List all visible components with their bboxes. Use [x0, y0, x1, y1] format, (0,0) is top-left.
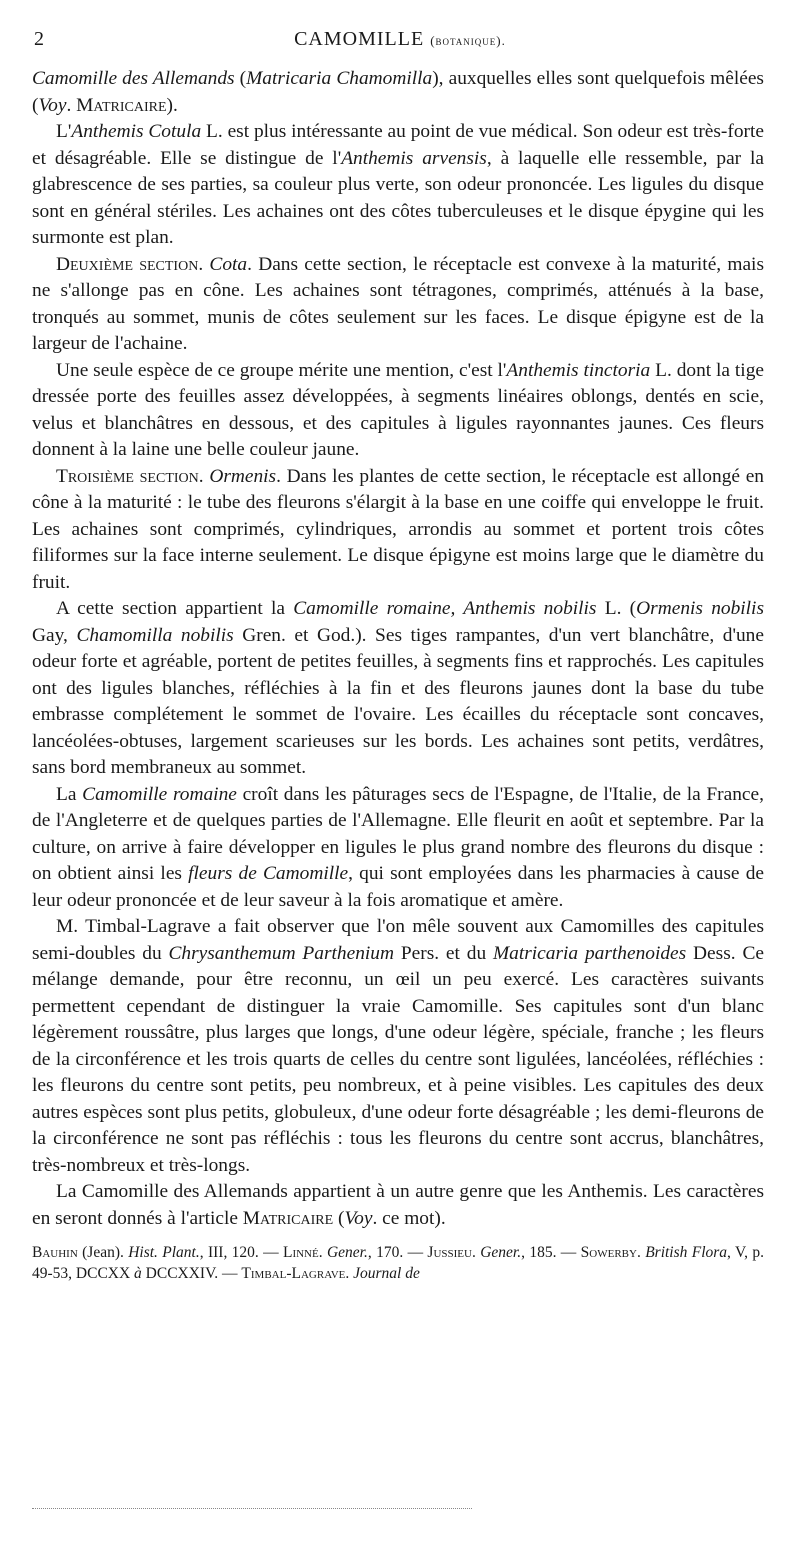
text-run: . Dans les plantes de cette section, le réceptacle est allongé en cône à la maturité : le tube des fleurons s'élargit à la base en une coiffe qui enveloppe le fruit. Les achaines sont comprimés, cylindriques, arrondis au sommet et portent trois côtes filiformes sur la face interne seulement. Le disque épigyne est moins large que le diamètre du fruit.: [32, 465, 764, 593]
paragraph-9: [32, 1179, 764, 1232]
italic-run: Camomille romaine: [82, 783, 237, 805]
text-run: , III, 120. —: [199, 1244, 283, 1261]
italic-run: Gener.: [480, 1244, 522, 1261]
text-run: Pers. et du: [394, 942, 493, 964]
small-caps-run: Linné: [282, 1244, 319, 1261]
italic-run: à: [134, 1265, 142, 1282]
paragraph-3: [32, 252, 764, 358]
italic-run: British Flora: [645, 1244, 728, 1261]
text-run: (: [234, 68, 247, 89]
references: [32, 1242, 764, 1284]
paragraph-5: [32, 464, 764, 597]
text-run: . ce mot).: [372, 1207, 446, 1229]
text-run: La: [56, 783, 83, 805]
text-run: L': [56, 121, 72, 142]
running-title: CAMOMILLE: [294, 28, 425, 50]
text-run: , qui sont employées dans les pharmacies à cause de leur odeur prononcée et de leur saveur à la fois aromatique et amère.: [32, 863, 764, 911]
text-run: .: [318, 1244, 327, 1261]
text-run: .: [198, 253, 210, 275]
text-run: M. Timbal-Lagrave a fait observer que l'on mêle souvent aux Camomilles des capitules semi-doubles du: [32, 916, 764, 964]
text-run: .: [66, 94, 77, 116]
italic-run: Camomille des Allemands: [32, 68, 235, 89]
text-run: Gren. et God.). Ses tiges rampantes, d'un vert blanchâtre, d'une odeur forte et agréable, portent de petites feuilles, à segments fins et rapprochés. Les capitules ont des ligules blanches, réfléchies à la fin et des fleurons jaunes dont la base du tube embrasse complétement le sommet de l'ovaire. Les écailles du réceptacle sont concaves, lancéolées-obtuses, largement scarieuses sur les bords. Les achaines sont petits, verdâtres, sans bord membraneux au sommet.: [32, 624, 764, 778]
text-run: , 170. —: [367, 1244, 428, 1261]
small-caps-run: Matricaire: [242, 1207, 334, 1229]
small-caps-run: Deuxième section: [56, 253, 199, 275]
small-caps-run: Timbal-Lagrave: [241, 1265, 346, 1282]
italic-run: Anthemis tinctoria: [506, 359, 651, 381]
italic-run: Anthemis arvensis: [341, 147, 487, 169]
text-run: Dess. Ce mélange demande, pour être reconnu, un œil un peu exercé. Les caractères suivants permettent cependant de distinguer la vraie Camomille. Ses capitules sont d'un blanc légèrement roussâtre, plus larges que longs, d'une odeur légère, spéciale, franche ; les fleurs de la circonférence et les trois quarts de celles du centre sont ligulées, lancéolées, réfléchies : les fleurons du centre sont petits, peu nombreux, et à peine visibles. Les capitules des deux autres espèces sont plus petits, globuleux, d'une odeur forte désagréable ; les demi-fleurons de la circonférence ne sont pas réfléchis : tous les fleurons du centre sont accrus, blanchâtres, très-nombreux et très-longs.: [32, 942, 764, 1176]
footer-rule: [32, 1508, 472, 1509]
italic-run: Matricaria parthenoides: [493, 942, 687, 964]
text-run: .: [198, 465, 210, 487]
text-run: L. est plus intéressante au point de vue médical. Son odeur est très-forte et désagréable. Elle se distingue de l': [32, 121, 764, 169]
text-run: A cette section appartient la: [56, 598, 294, 619]
text-run: L. (: [596, 598, 637, 619]
italic-run: Anthemis Cotula: [71, 121, 202, 142]
italic-run: Ormenis: [209, 465, 277, 487]
small-caps-run: Bauhin: [32, 1244, 78, 1261]
text-run: (Jean).: [77, 1244, 129, 1261]
italic-run: Ormenis nobilis: [636, 598, 764, 619]
small-caps-run: Jussieu: [427, 1244, 472, 1261]
text-run: croît dans les pâturages secs de l'Espagne, de l'Italie, de la France, de l'Angleterre et de quelques parties de l'Allemagne. Elle fleurit en août et septembre. Par la culture, on arrive à faire développer en ligules le plus grand nombre des fleurons du disque : on obtient ainsi les: [32, 783, 764, 884]
italic-run: fleurs de Camomille: [188, 863, 349, 884]
small-caps-run: Troisième section: [56, 465, 199, 487]
text-run: .: [345, 1265, 354, 1282]
text-run: , 185. —: [521, 1244, 581, 1261]
text-run: .: [636, 1244, 646, 1261]
small-caps-run: Matricaire: [76, 94, 167, 116]
italic-run: Voy: [344, 1207, 373, 1229]
paragraph-6: [32, 596, 764, 782]
italic-run: Voy: [38, 94, 67, 116]
article-body: [32, 66, 764, 1284]
text-run: La Camomille des Allemands appartient à un autre genre que les Anthemis. Les caractères en seront donnés à l'article: [32, 1181, 764, 1229]
paragraph-4: [32, 358, 764, 464]
page-header: [30, 26, 770, 56]
paragraph-1: [32, 66, 764, 119]
text-run: Gay,: [32, 624, 77, 646]
italic-run: Journal de: [353, 1265, 420, 1282]
text-run: .: [471, 1244, 481, 1261]
small-caps-run: Sowerby: [580, 1244, 637, 1261]
italic-run: Matricaria Chamomilla: [246, 68, 433, 89]
italic-run: Hist. Plant.: [128, 1244, 200, 1261]
running-subtitle: (botanique).: [430, 33, 506, 48]
italic-run: Gener.: [326, 1244, 368, 1261]
text-run: , à laquelle elle ressemble, par la glabrescence de ses parties, sa couleur plus verte, son odeur prononcée. Les ligules du disque sont en général stériles. Les achaines ont des côtes tuberculeuses et le disque épygine qui les surmonte est plan.: [32, 147, 764, 248]
running-head: [30, 26, 770, 55]
paragraph-2: [32, 119, 764, 252]
italic-run: Cota: [209, 253, 248, 275]
italic-run: Chrysanthemum Parthenium: [168, 942, 394, 964]
text-run: L. dont la tige dressée porte des feuilles assez développées, à segments linéaires oblongs, dentés en scie, velus et blanchâtres en dessous, et des capitules à ligules rayonnantes jaunes. Ces fleurs donnent à la laine une belle couleur jaune.: [32, 359, 764, 460]
text-run: ).: [166, 94, 178, 116]
text-run: , V, p. 49-53, DCCXX: [32, 1244, 765, 1282]
paragraph-8: [32, 914, 764, 1179]
text-run: . Dans cette section, le réceptacle est convexe à la maturité, mais ne s'allonge pas en cône. Les achaines sont tétragones, comprimés, atténués à la base, tronqués au sommet, munis de côtes seulement sur les faces. Le disque épigyne est de la largeur de l'achaine.: [32, 253, 764, 354]
text-run: ), auxquelles elles sont quelquefois mêlées (: [32, 68, 764, 116]
text-run: DCCXXIV. —: [141, 1265, 242, 1282]
italic-run: Chamomilla nobilis: [76, 624, 234, 646]
paragraph-7: [32, 782, 764, 915]
text-run: (: [333, 1207, 345, 1229]
italic-run: Camomille romaine, Anthemis nobilis: [293, 598, 597, 619]
page-number: 2: [34, 28, 44, 50]
text-run: Une seule espèce de ce groupe mérite une mention, c'est l': [56, 359, 507, 381]
